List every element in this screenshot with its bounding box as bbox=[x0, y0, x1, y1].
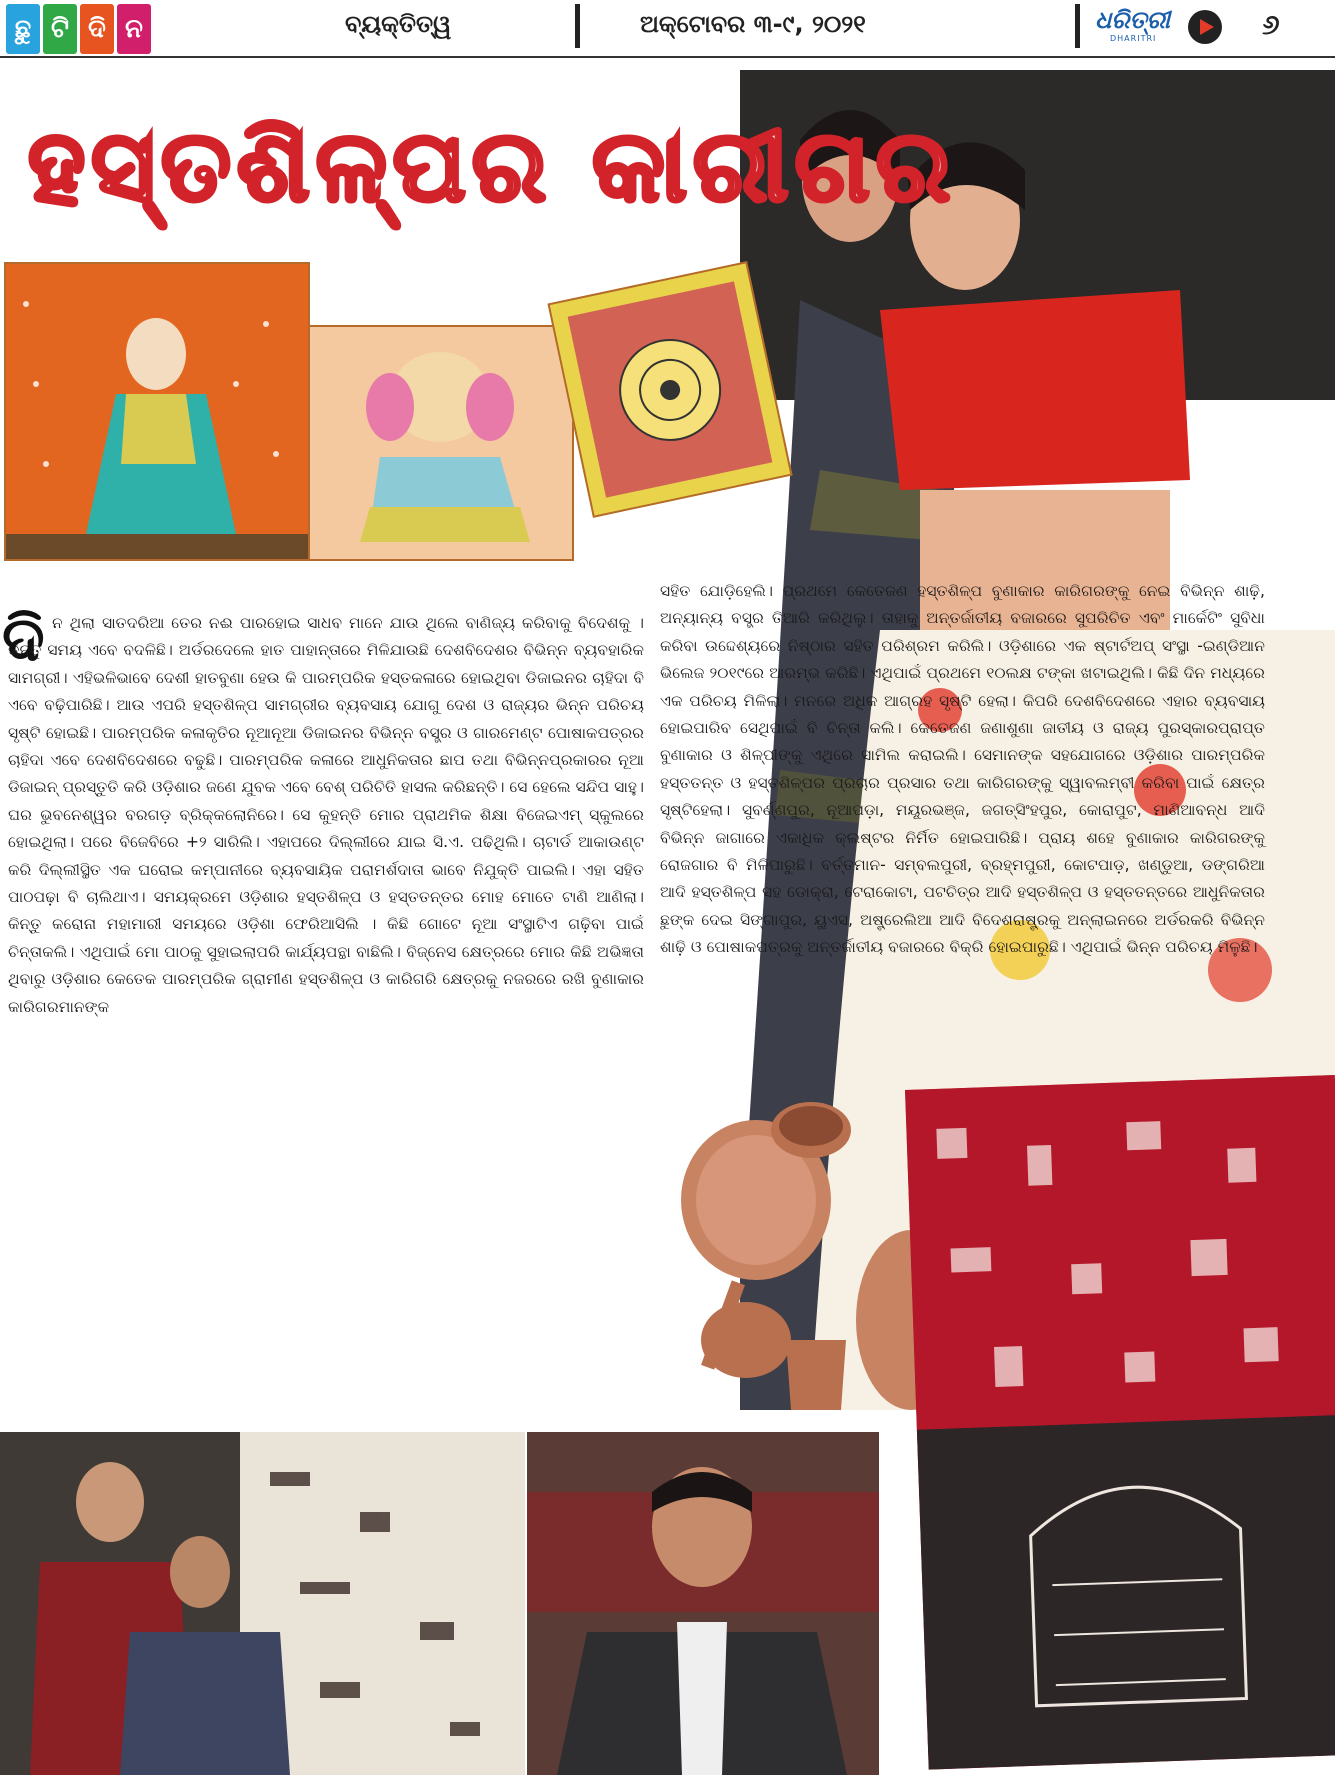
brand-letter-1: ଛୁ bbox=[6, 4, 40, 54]
newspaper-logo: ଧରିତ୍ରୀ bbox=[1095, 6, 1170, 34]
brand-letter-3: ଦି bbox=[80, 4, 114, 54]
section-title: ବ୍ୟକ୍ତିତ୍ୱ bbox=[345, 10, 452, 38]
play-triangle-icon bbox=[1200, 19, 1214, 35]
newspaper-logo-subtitle: DHARITRI bbox=[1110, 34, 1157, 43]
entrepreneur-portrait-photo bbox=[527, 1432, 879, 1775]
brand-letter-4: ନ bbox=[117, 4, 151, 54]
issue-date: ଅକ୍ଟୋବର ୩-୯, ୨୦୨୧ bbox=[640, 10, 866, 38]
header-rule bbox=[0, 56, 1335, 58]
craft-box-dancer-image bbox=[4, 262, 310, 561]
brand-letter-2: ଟି bbox=[43, 4, 77, 54]
header-divider bbox=[575, 4, 580, 48]
sambalpuri-saree-image bbox=[905, 1075, 1335, 1770]
headline: ହସ୍ତଶିଳ୍ପର କାରୀଗର bbox=[28, 109, 957, 224]
craft-box-ganesha-image bbox=[308, 325, 574, 561]
article-dropcap: ଦି bbox=[2, 602, 45, 675]
header-divider bbox=[1075, 4, 1080, 48]
page-number: ୬ bbox=[1262, 8, 1280, 41]
article-column-1: ନ ଥିଲା ସାତଦରିଆ ତେର ନଈ ପାରହୋଇ ସାଧବ ମାନେ ଯାଉ ଥିଲେ ବାଣିଜ୍ୟ କରିବାକୁ ବିଦେଶକୁ । କିନ୍ତୁ ସମୟ ଏବେ ବଦଳିଛି। ଅର୍ଡରଦେଲେ ହାତ ପାହାନ୍ତାରେ ମିଳିଯାଉଛି ଦେଶବିଦେଶର ବିଭିନ୍ନ ବ୍ୟବହାରିକ ସାମଗ୍ରୀ। ଏହିଭଳିଭାବେ ଦେଶୀ ହାତବୁଣା ହେଉ କି ପାରମ୍ପରିକ ହସ୍ତକଳାରେ ହୋଇଥିବା ଡିଜାଇନର ଚାହିଦା ବି ଏବେ ବଢ଼ିପାରିଛି। ଆଉ ଏପରି ହସ୍ତଶିଳ୍ପ ସାମଗ୍ରୀର ବ୍ୟବସାୟ ଯୋଗୁ ଦେଶ ଓ ରାଜ୍ୟର ଭିନ୍ନ ପରିଚୟ ସୃଷ୍ଟି ହୋଇଛି। ପାରମ୍ପରିକ କଳାକୃତିର ନୂଆନୂଆ ଡିଜାଇନର ବିଭିନ୍ନ ବସ୍ତ୍ର ଓ ଗାରମେଣ୍ଟ ପୋଷାକପତ୍ରର ଚାହିଦା ଏବେ ଦେଶବିଦେଶରେ ବଢୁଛି। ପାରମ୍ପରିକ କଳାରେ ଆଧୁନିକତାର ଛାପ ତଥା ବିଭିନ୍ନପ୍ରକାରର ନୂଆ ଡିଜାଇନ୍ ପ୍ରସ୍ତୁତି କରି ଓଡ଼ିଶାର ଜଣେ ଯୁବକ ଏବେ ବେଶ୍ ପରିଚିତି ହାସଲ କରିଛନ୍ତି। ସେ ହେଲେ ସନ୍ଦିପ ସାହୁ। ଘର ଭୁବନେଶ୍ୱର ବରଗଡ଼ ବ୍ରିକ୍‌କଲୋନିରେ। ସେ କୁହନ୍ତି ମୋର ପ୍ରାଥମିକ ଶିକ୍ଷା ବିଜେଇଏମ୍ ସ୍କୁଲରେ ହୋଇଥିଲା। ପରେ ବିଜେବିରେ +୨ ସାରିଲି। ଏହାପରେ ଦିଲ୍ଲୀରେ ଯାଇ ସି.ଏ. ପଢିଥିଲି। ଚାଟାର୍ଡ ଆକାଉଣ୍ଟ କରି ଦିଲ୍ଲୀସ୍ଥିତ ଏକ ଘରୋଇ କମ୍ପାନୀରେ ବ୍ୟବସାୟିକ ପରାମର୍ଶଦାତା ଭାବେ ନିଯୁକ୍ତି ପାଇଲି। ଏହା ସହିତ ପାଠପଢ଼ା ବି ଚାଲିଥାଏ। ସମୟକ୍ରମେ ଓଡ଼ିଶାର ହସ୍ତଶିଳ୍ପ ଓ ହସ୍ତତନ୍ତର ମୋହ ମୋତେ ଟାଣି ଆଣିଲା। କିନ୍ତୁ କରୋନା ମହାମାରୀ ସମୟରେ ଓଡ଼ିଶା ଫେରିଆସିଲି । କିଛି ଗୋଟେ ନୂଆ ସଂସ୍ଥାଟିଏ ଗଢ଼ିବା ପାଇଁ ଚିନ୍ତାକଲି। ଏଥିପାଇଁ ମୋ ପାଠକୁ ସୁହାଇଲାପରି କାର୍ଯ୍ୟପନ୍ଥା ବାଛିଲି। ବିଜ୍ନେସ କ୍ଷେତ୍ରରେ ମୋର କିଛି ଅଭିଜ୍ଞତା ଥିବାରୁ ଓଡ଼ିଶାର କେତେକ ପାରମ୍ପରିକ ଗ୍ରାମୀଣ ହସ୍ତଶିଳ୍ପ ଓ କାରିଗରି କ୍ଷେତ୍ରକୁ ନଜରରେ ରଖି ବୁଣାକାର କାରିଗରମାନଙ୍କ bbox=[8, 614, 644, 1016]
article-column-2: ସହିତ ଯୋଡ଼ିହେଲି। ପ୍ରଥମେ କେତେଜଣ ହସ୍ତଶିଳ୍ପ ବୁଣାକାର କାରିଗରଙ୍କୁ ନେଇ ବିଭିନ୍ନ ଶାଢ଼ି, ଅନ୍ୟାନ୍ୟ ବସ୍ତ୍ର ତିଆରି କରିଥିଲୁ। ତାହାକୁ ଅନ୍ତର୍ଜାତୀୟ ବଜାରରେ ସୁପରିଚିତ ଏବଂ ମାର୍କେଟିଂ ସୁବିଧା କରିବା ଉଦ୍ଦେଶ୍ୟରେ ନିଷ୍ଠାର ସହିତ ପରିଶ୍ରମ କରିଲି। ଓଡ଼ିଶାରେ ଏକ ଷ୍ଟାର୍ଟଅପ୍ ସଂସ୍ଥା -ଇଣ୍ଡିଆନ ଭିଲେଜ ୨୦୧୯ରେ ଆରମ୍ଭ କରିଛି। ଏଥିପାଇଁ ପ୍ରଥମେ ୧୦ଲକ୍ଷ ଟଙ୍କା ଖଟାଇଥିଲି। କିଛି ଦିନ ମଧ୍ୟରେ ଏକ ପରିଚୟ ମିଳିଲା। ମନରେ ଅଧିକ ଆଗ୍ରହ ସୃଷ୍ଟି ହେଲା। କିପରି ଦେଶବିଦେଶରେ ଏହାର ବ୍ୟବସାୟ ହୋଇପାରିବ ସେଥିପାଇଁ ବି ଚିନ୍ତା କଲି। କେତେଜଣ ଜଣାଶୁଣା ଜାତୀୟ ଓ ରାଜ୍ୟ ପୁରସ୍କାରପ୍ରାପ୍ତ ବୁଣାକାର ଓ ଶିଳ୍ପୀଙ୍କୁ ଏଥିରେ ସାମିଲ କରାଇଲି। ସେମାନଙ୍କ ସହଯୋଗରେ ଓଡ଼ିଶାର ପାରମ୍ପରିକ ହସ୍ତତନ୍ତ ଓ ହସ୍ତଶିଳ୍ପର ପ୍ରଚାର ପ୍ରସାର ତଥା କାରିଗରଙ୍କୁ ସ୍ୱାବଲମ୍ବୀ କରିବା ପାଇଁ କ୍ଷେତ୍ର ସୃଷ୍ଟିହେଲା। ସୁବର୍ଣ୍ଣପୁର, ନୂଆପଡ଼ା, ମୟୂରଭଞ୍ଜ, ଜଗତ୍‌ସିଂହପୁର, କୋରାପୁଟ, ମାଣିଆବନ୍ଧ ଆଦି ବିଭିନ୍ନ ଜାଗାରେ ଏକାଧିକ କ୍ଲଷ୍ଟର ନିର୍ମିତ ହୋଇପାରିଛି। ପ୍ରାୟ ଶହେ ବୁଣାକାର କାରିଗରଙ୍କୁ ରୋଜଗାର ବି ମିଳିପାରୁଛି। ବର୍ତ୍ତମାନ- ସମ୍ବଲପୁରୀ, ବ୍ରହ୍ମପୁରୀ, କୋଟପାଡ଼, ଖଣ୍ଡୁଆ, ଡଙ୍ଗରିଆ ଆଦି ହସ୍ତଶିଳ୍ପ ସହ ଡୋକ୍ରା, ଟେରାକୋଟା, ପଟଚିତ୍ର ଆଦି ହସ୍ତଶିଳ୍ପ ଓ ହସ୍ତତନ୍ତରେ ଆଧୁନିକତାର ଛୁଙ୍କ ଦେଇ ସିଙ୍ଗାପୁର, ୟୁଏସ, ଅଷ୍ଟ୍ରେଲିଆ ଆଦି ବିଦେଶରାଷ୍ଟ୍ରକୁ ଅନ୍‌ଲାଇନରେ ଅର୍ଡରକରି ବିଭିନ୍ନ ଶାଢ଼ି ଓ ପୋଷାକପତ୍ରକୁ ଅନ୍ତର୍ଜାତୀୟ ବଜାରରେ ବିକ୍ରି ହୋଇପାରୁଛି। ଏଥିପାଇଁ ଭିନ୍ନ ପରିଚୟ ମିଳୁଛି। bbox=[660, 582, 1265, 957]
brand-masthead bbox=[6, 4, 151, 56]
weaving-workshop-photo bbox=[0, 1432, 525, 1775]
